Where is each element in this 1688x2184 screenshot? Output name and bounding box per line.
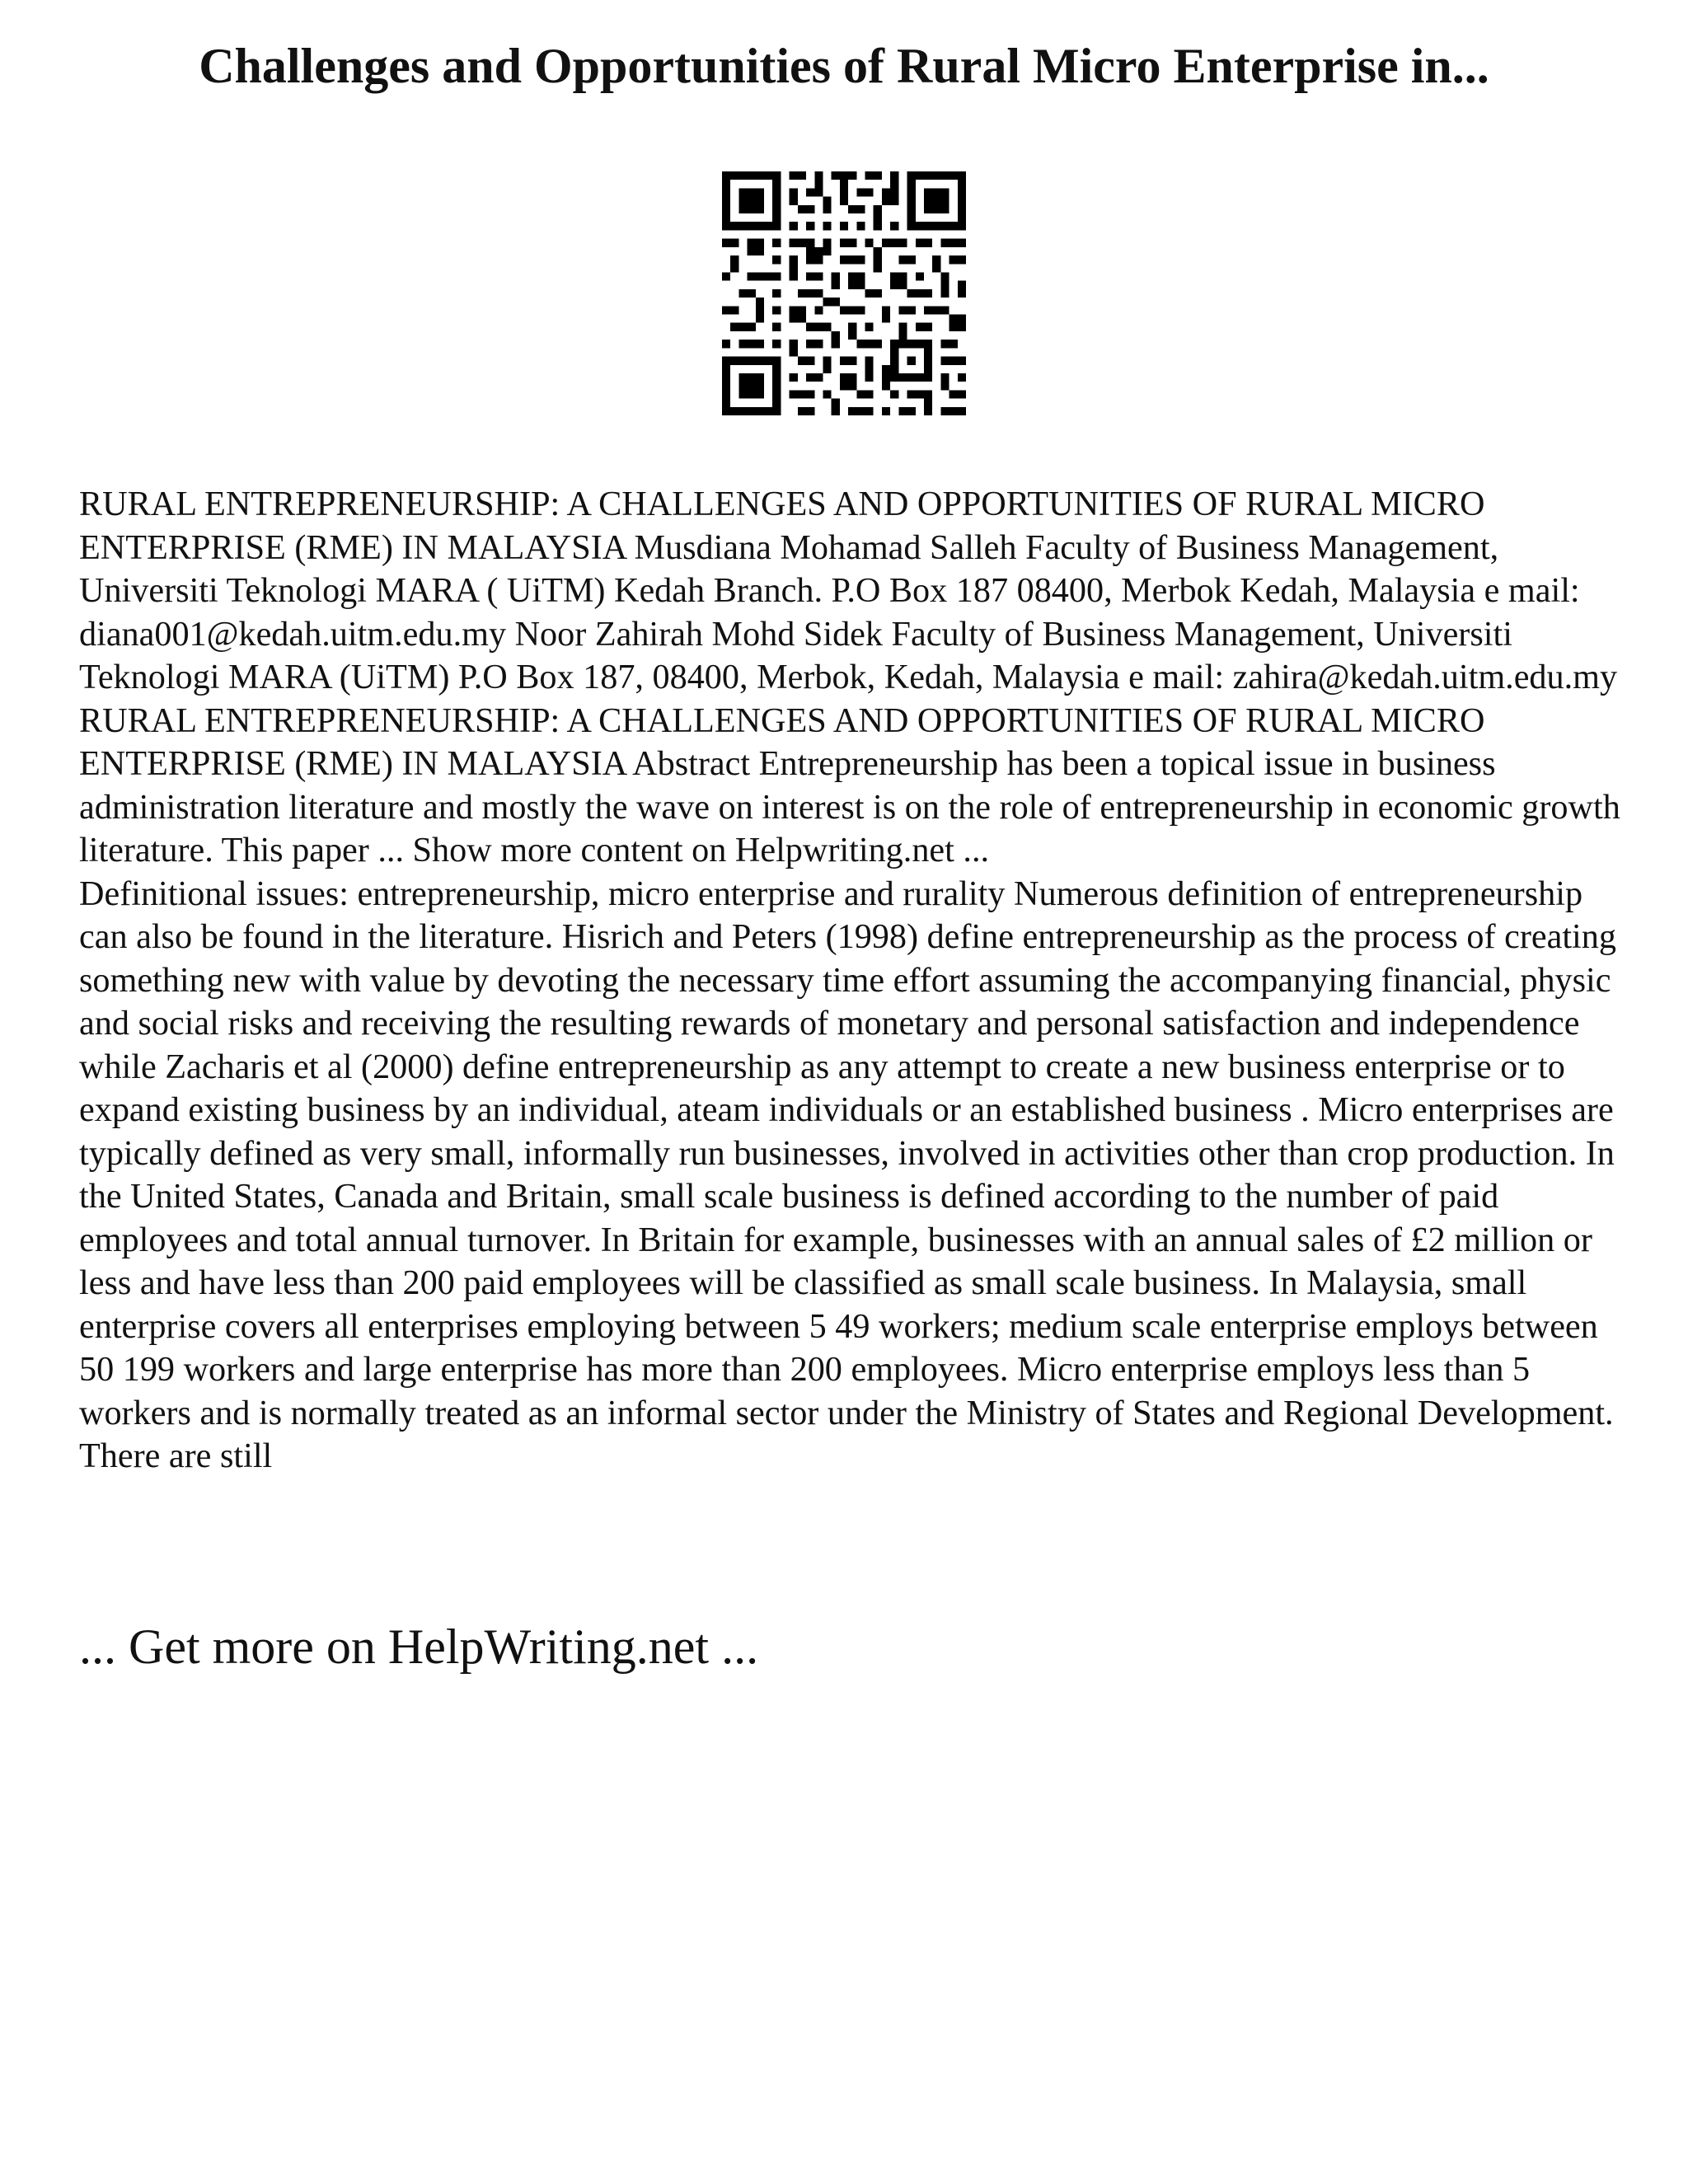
paragraph-definitions: Definitional issues: entrepreneurship, micro enterprise and rurality Numerous definition of entrepreneurship can also be found in the literature. Hisrich and Peters (1998) define entrepreneurship as the process of creating something new with value by devoting the necessary time effort assuming the accompanying financial, physic and social risks and receiving the resulting rewards of monetary and personal satisfaction and independence while Zacharis et al (2000) define entrepreneurship as any attempt to create a new business enterprise or to expand existing business by an individual, ateam individuals or an established business . Micro enterprises are typically defined as very small, informally run businesses, involved in activities other than crop production. In the United States, Canada and Britain, small scale business is defined according to the number of paid employees and total annual turnover. In Britain for example, businesses with an annual sales of £2 million or less and have less than 200 paid employees will be classified as small scale business. In Malaysia, small enterprise covers all enterprises employing between 5 49 workers; medium scale enterprise employs between 50 199 workers and large enterprise has more than 200 employees. Micro enterprise employs less than 5 workers and is normally treated as an informal sector under the Ministry of States and Regional Development. There are still (79, 874, 1616, 1475)
paragraph-abstract: RURAL ENTREPRENEURSHIP: A CHALLENGES AND OPPORTUNITIES OF RURAL MICRO ENTERPRISE (RME) IN MALAYSIA Musdiana Mohamad Salleh Faculty of Business Management, Universiti Teknologi MARA ( UiTM) Kedah Branch. P.O Box 187 08400, Merbok Kedah, Malaysia e mail: diana001@kedah.uitm.edu.my Noor Zahirah Mohd Sidek Faculty of Business Management, Universiti Teknologi MARA (UiTM) P.O Box 187, 08400, Merbok, Kedah, Malaysia e mail: zahira@kedah.uitm.edu.my RURAL ENTREPRENEURSHIP: A CHALLENGES AND OPPORTUNITIES OF RURAL MICRO ENTERPRISE (RME) IN MALAYSIA Abstract Entrepreneurship has been a topical issue in business administration literature and mostly the wave on interest is on the role of entrepreneurship in economic growth literature. This paper ... Show more content on Helpwriting.net ... (79, 485, 1620, 869)
document-title: Challenges and Opportunities of Rural Micro Enterprise in... (199, 39, 1489, 93)
get-more-link[interactable]: ... Get more on HelpWriting.net ... (79, 1619, 759, 1674)
document-body (79, 483, 1620, 1479)
qr-code-icon (722, 171, 966, 415)
qr-code (722, 171, 966, 415)
